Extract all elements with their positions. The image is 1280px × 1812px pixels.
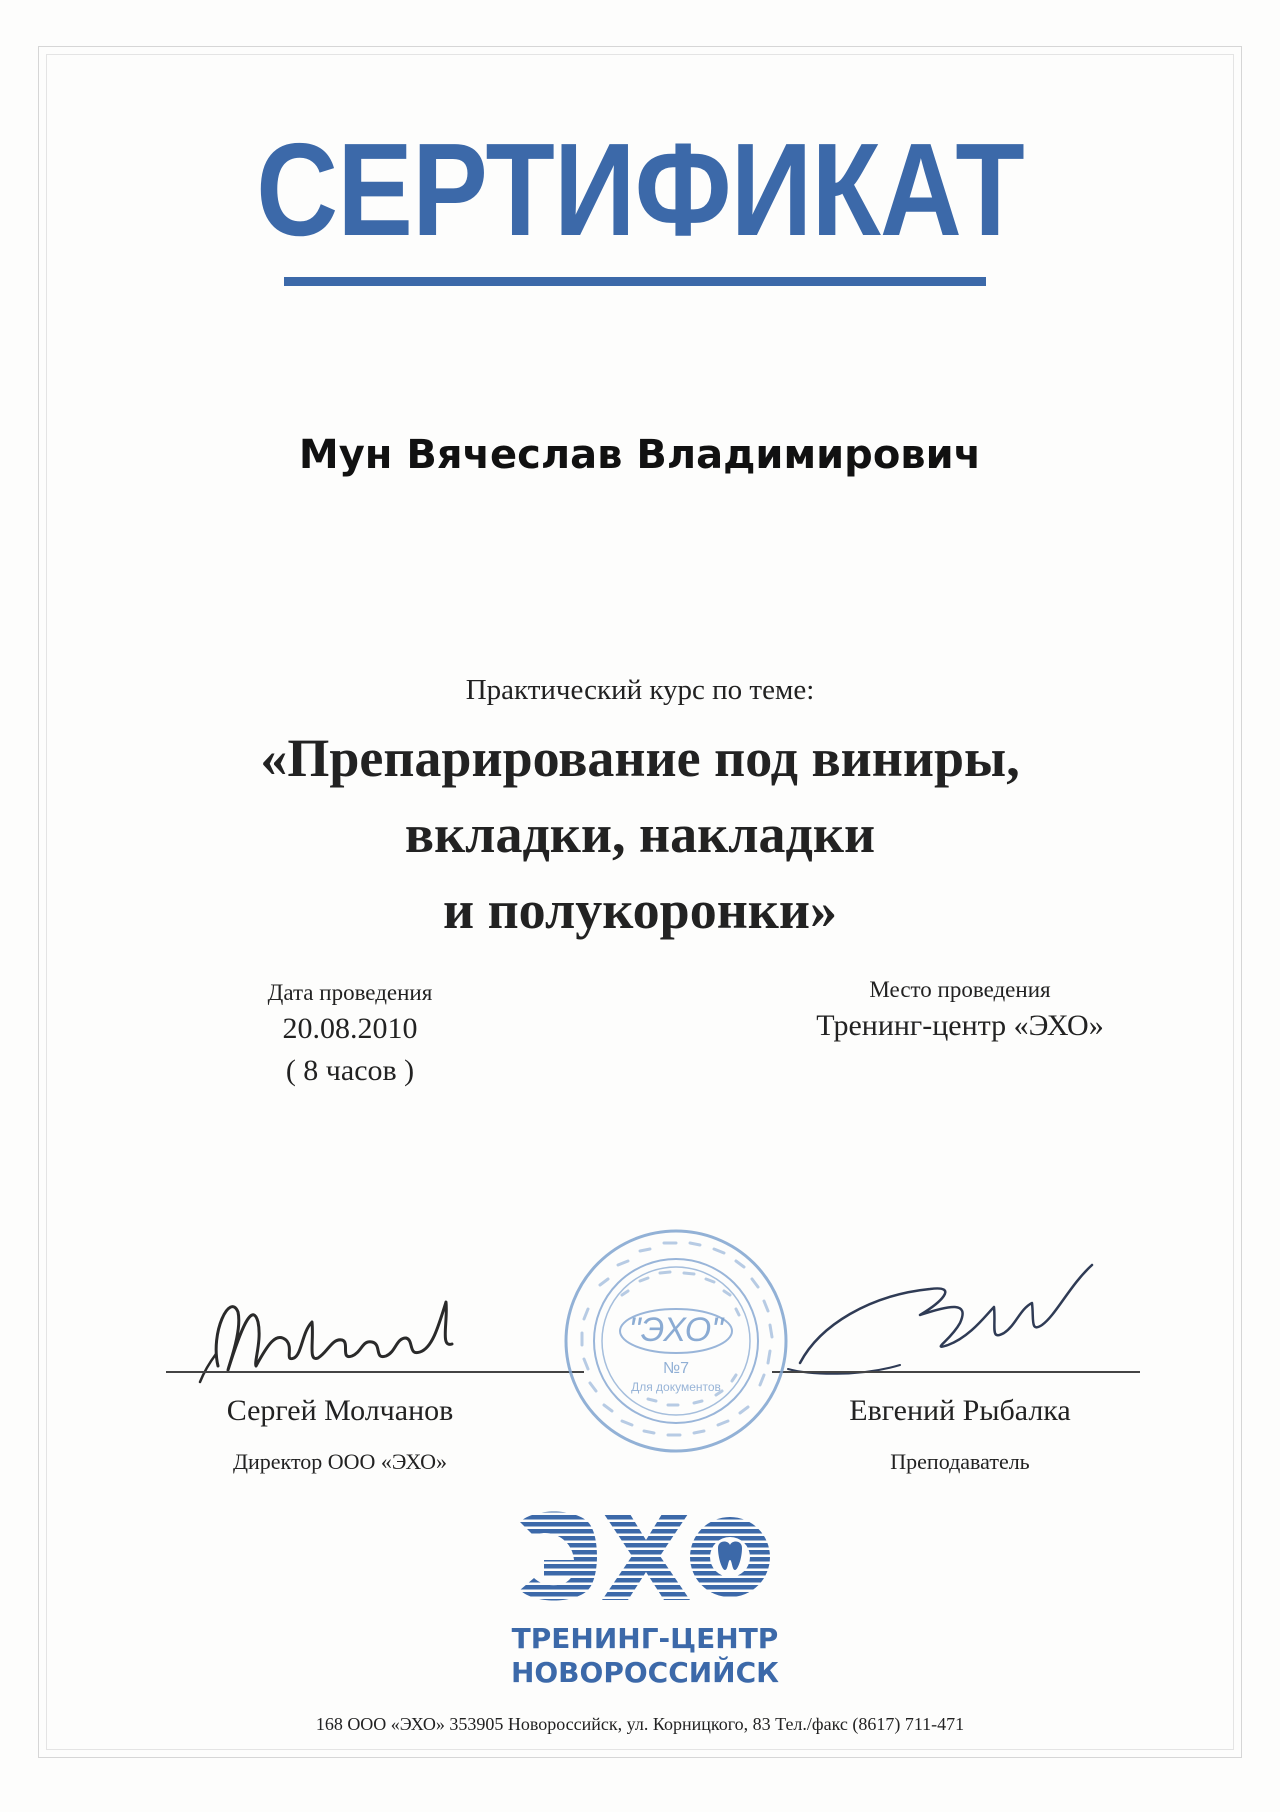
- duration-value: ( 8 часов ): [285, 1054, 415, 1087]
- place-block: [730, 975, 1190, 1047]
- footer-contact: 168 ООО «ЭХО» 353905 Новороссийск, ул. Корницкого, 83 Тел./факс (8617) 711-471: [315, 1714, 965, 1734]
- date-value: 20.08.2010: [282, 1012, 418, 1045]
- teacher-signature-line: [772, 1371, 1140, 1373]
- course-title-line-1: «Препарирование под виниры,: [260, 728, 1020, 788]
- certificate-title: СЕРТИФИКАТ: [256, 116, 1024, 263]
- teacher-name: Евгений Рыбалка: [849, 1394, 1071, 1427]
- echo-logo: [500, 1508, 790, 1708]
- director-signature-line: [166, 1371, 584, 1373]
- director-role: Директор ООО «ЭХО»: [233, 1449, 447, 1474]
- place-label: Место проведения: [869, 977, 1051, 1002]
- title-underline: [284, 277, 986, 286]
- teacher-role: Преподаватель: [890, 1449, 1030, 1474]
- date-label: Дата проведения: [267, 980, 433, 1005]
- course-title-line-2: вкладки, накладки: [404, 804, 876, 864]
- teacher-signature: [780, 1245, 1110, 1385]
- stamp-seal: [560, 1225, 792, 1457]
- logo-line-2: НОВОРОССИЙСК: [510, 1656, 780, 1689]
- svg-text:"ЭХО": "ЭХО": [628, 1311, 724, 1349]
- date-block: [200, 978, 500, 1092]
- place-value: Тренинг-центр «ЭХО»: [816, 1009, 1104, 1042]
- svg-text:№7: №7: [662, 1360, 690, 1377]
- director-name: Сергей Молчанов: [226, 1394, 454, 1427]
- company-stamp: [560, 1225, 792, 1457]
- course-title: [0, 720, 1280, 948]
- echo-logo-mark: [514, 1508, 774, 1604]
- logo-line-1: ТРЕНИНГ-ЦЕНТР: [511, 1622, 779, 1655]
- recipient-name: Мун Вячеслав Владимирович: [298, 432, 982, 478]
- course-title-line-3: и полукоронки»: [442, 880, 838, 940]
- course-intro: Практический курс по теме:: [465, 674, 815, 706]
- svg-text:Для документов: Для документов: [631, 1380, 721, 1394]
